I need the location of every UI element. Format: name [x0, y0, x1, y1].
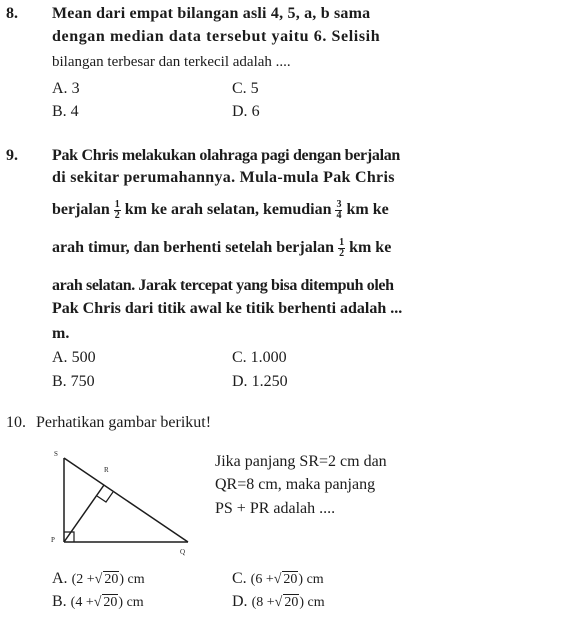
q8-line1: Mean dari empat bilangan asli 4, 5, a, b sama: [52, 5, 371, 22]
option-label: A.: [52, 80, 68, 97]
right-angle-r: [97, 492, 113, 502]
radicand: 20: [103, 595, 118, 610]
q8-number: 8.: [6, 5, 18, 22]
fraction-numerator: 1: [114, 199, 120, 210]
fraction-numerator: 3: [336, 199, 342, 210]
label-p: P: [51, 536, 55, 544]
option-pre: (2 +: [71, 572, 95, 587]
option-label: D.: [232, 593, 248, 610]
q9-line3-post: km ke: [346, 201, 389, 219]
q10-text2: QR=8 cm, maka panjang: [215, 476, 376, 493]
q9-line4: [52, 238, 391, 259]
option-label: A.: [52, 570, 68, 587]
option-value: 5: [250, 80, 259, 97]
q10-option-d[interactable]: [232, 592, 325, 613]
q9-number: 9.: [6, 147, 18, 164]
q8-option-a[interactable]: [52, 79, 80, 99]
option-post: ) cm: [299, 595, 325, 610]
q9-line2: di sekitar perumahannya. Mula-mula Pak Chris: [52, 169, 395, 186]
q10-option-a[interactable]: [52, 569, 145, 590]
fraction: [338, 238, 345, 259]
sqrt-sign: √: [273, 572, 282, 587]
q10-option-c[interactable]: [232, 569, 324, 590]
option-value: 6: [251, 103, 260, 120]
option-post: ) cm: [118, 595, 144, 610]
radicand: 20: [104, 572, 119, 587]
option-label: C.: [232, 80, 247, 97]
option-value: 750: [70, 373, 95, 390]
sqrt-sign: √: [94, 572, 103, 587]
fraction: [114, 200, 121, 221]
q9-line7: m.: [52, 325, 70, 342]
q8-line3: bilangan terbesar dan terkecil adalah ....: [52, 54, 291, 70]
option-value: 500: [71, 349, 96, 366]
altitude-pr: [64, 485, 104, 542]
q9-line5: arah selatan. Jarak tercepat yang bisa ditempuh oleh: [52, 277, 394, 294]
q10-text3: PS + PR adalah ....: [215, 500, 336, 517]
option-label: D.: [232, 373, 248, 390]
option-pre: (4 +: [70, 595, 94, 610]
q8-option-d[interactable]: [232, 102, 260, 122]
q9-option-d[interactable]: [232, 372, 288, 392]
q9-line4-pre: arah timur, dan berhenti setelah berjalan: [52, 239, 335, 257]
radicand: 20: [283, 572, 298, 587]
radicand: 20: [284, 595, 299, 610]
side-sq: [64, 458, 188, 542]
option-label: C.: [232, 349, 247, 366]
q9-line1: Pak Chris melakukan olahraga pagi dengan berjalan: [52, 147, 401, 164]
option-pre: (8 +: [251, 595, 275, 610]
q10-intro: Perhatikan gambar berikut!: [36, 414, 212, 431]
q8-option-c[interactable]: [232, 79, 259, 99]
option-label: B.: [52, 373, 67, 390]
option-value: 3: [71, 80, 80, 97]
q9-line3-mid: km ke arah selatan, kemudian: [124, 201, 332, 219]
q9-option-b[interactable]: [52, 372, 95, 392]
fraction: [335, 200, 342, 221]
label-r: R: [104, 466, 109, 474]
q9-option-c[interactable]: [232, 348, 287, 368]
q9-option-a[interactable]: [52, 348, 96, 368]
option-label: D.: [232, 103, 248, 120]
q9-line4-post: km ke: [349, 239, 392, 257]
option-value: 1.000: [250, 349, 287, 366]
option-label: C.: [232, 570, 247, 587]
option-label: B.: [52, 103, 67, 120]
option-pre: (6 +: [250, 572, 274, 587]
fraction-numerator: 1: [339, 237, 345, 248]
option-post: ) cm: [119, 572, 145, 587]
q10-text1: Jika panjang SR=2 cm dan: [215, 453, 387, 470]
q8-line2: dengan median data tersebut yaitu 6. Selisih: [52, 28, 381, 45]
sqrt-sign: √: [93, 595, 102, 610]
q9-line6: Pak Chris dari titik awal ke titik berhenti adalah ...: [52, 300, 403, 317]
label-s: S: [54, 450, 58, 458]
q8-option-b[interactable]: [52, 102, 79, 122]
q9-line3: [52, 200, 389, 221]
option-post: ) cm: [298, 572, 324, 587]
option-value: 4: [70, 103, 79, 120]
fraction-denominator: 2: [339, 248, 345, 259]
q10-number: 10.: [6, 414, 26, 431]
option-label: A.: [52, 349, 68, 366]
option-value: 1.250: [251, 373, 288, 390]
q10-option-b[interactable]: [52, 592, 144, 613]
sqrt-sign: √: [274, 595, 283, 610]
fraction-denominator: 4: [336, 210, 342, 221]
q9-line3-pre: berjalan: [52, 201, 110, 219]
label-q: Q: [180, 548, 186, 556]
right-triangle-figure: [42, 446, 192, 556]
option-label: B.: [52, 593, 67, 610]
fraction-denominator: 2: [114, 210, 120, 221]
